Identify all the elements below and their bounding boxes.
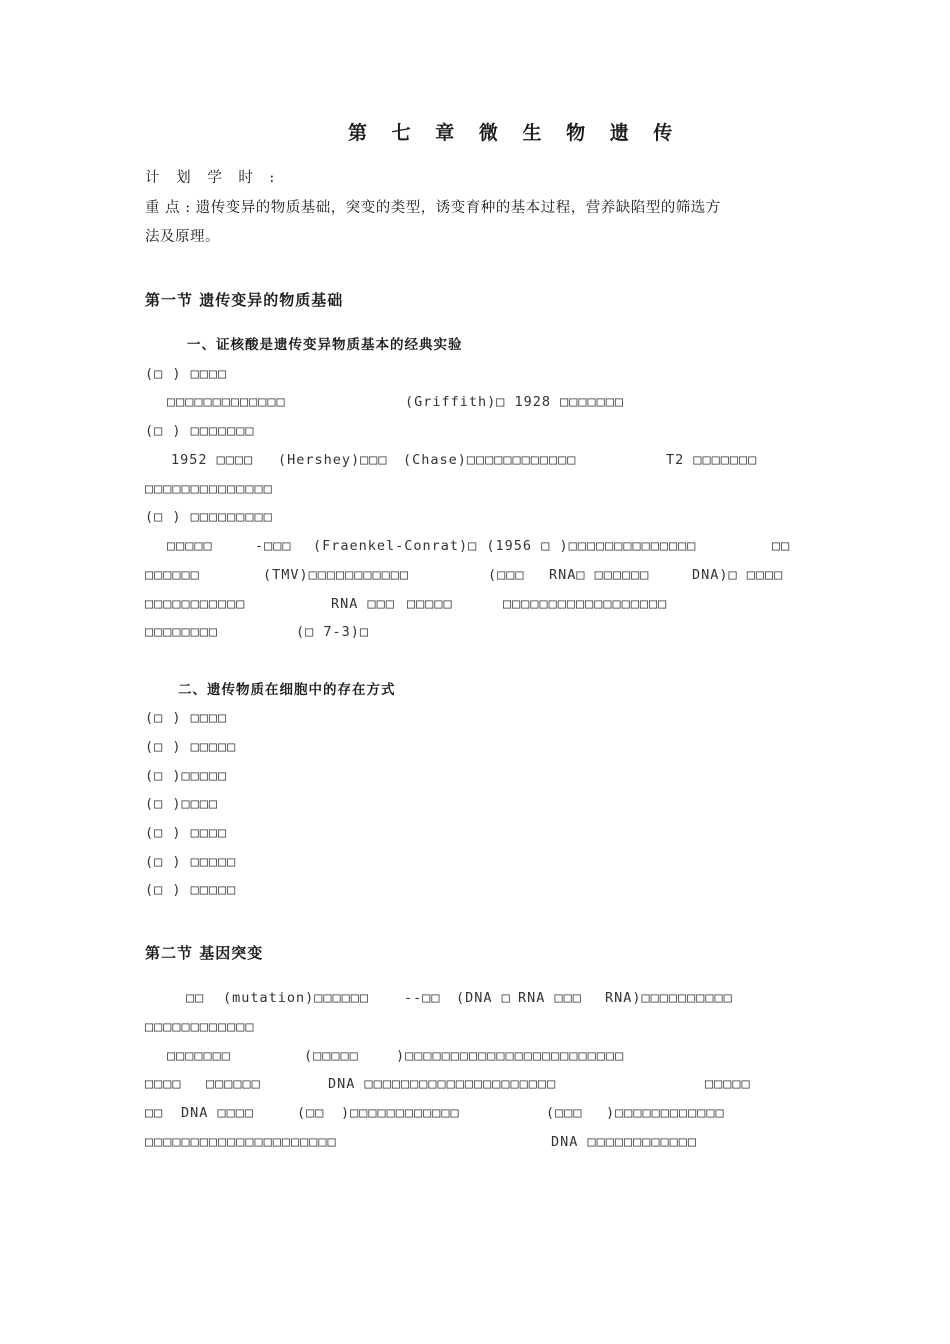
paragraph-line xyxy=(145,451,845,469)
paragraph-line xyxy=(145,989,845,1007)
text-run: □□ xyxy=(145,1105,164,1121)
text-run: (□□ xyxy=(297,1105,325,1121)
text-run: □□□□□□□ xyxy=(167,1048,231,1064)
text-run: -□□□ xyxy=(255,538,292,554)
text-run: T2 □□□□□□□ xyxy=(666,452,758,468)
section-1-heading: 第一节 遗传变异的物质基础 xyxy=(145,291,344,309)
list-item: (□ ) □□□□ xyxy=(145,825,228,841)
text-run: □□□□□□□□ xyxy=(145,624,219,640)
key-points-line-1: 重 点 : 遗传变异的物质基础，突变的类型，诱变育种的基本过程，营养缺陷型的筛选方 xyxy=(145,200,721,216)
list-item: (□ ) □□□□□ xyxy=(145,854,237,870)
text-run: (□□□ xyxy=(488,567,525,583)
text-run: □□□□□ xyxy=(167,538,213,554)
text-run: □□□□ xyxy=(145,1076,182,1092)
text-run: (□□□ xyxy=(546,1105,583,1121)
paragraph-line xyxy=(145,595,845,613)
text-run: DNA)□ □□□□ xyxy=(692,567,784,583)
paragraph-line xyxy=(145,393,845,411)
paragraph-line: □□□□□□□□□□□□□□ xyxy=(145,481,273,497)
paragraph-line xyxy=(145,1075,845,1093)
text-run: 1952 □□□□ xyxy=(171,452,254,468)
paragraph-line xyxy=(145,1104,845,1122)
key-points-line-2: 法及原理。 xyxy=(145,229,220,245)
text-run: □□□□□ xyxy=(705,1076,751,1092)
text-run: □□□□□□□□□□□□□□□□□□ xyxy=(503,596,668,612)
text-run: (Chase)□□□□□□□□□□□□ xyxy=(403,452,577,468)
section-2-heading: 第二节 基因突变 xyxy=(145,944,264,962)
text-run: DNA □□□□□□□□□□□□ xyxy=(551,1134,698,1150)
list-item: (□ )□□□□ xyxy=(145,796,219,812)
list-item: (□ ) □□□□ xyxy=(145,710,228,726)
text-run: □□□□□□□□□□□□□□□□□□□□□ xyxy=(145,1134,337,1150)
text-run: RNA□ □□□□□□ xyxy=(549,567,650,583)
paragraph-line xyxy=(145,1133,845,1151)
text-run: (mutation)□□□□□□ xyxy=(223,990,370,1006)
text-run: □□ xyxy=(186,990,205,1006)
list-item: (□ )□□□□□ xyxy=(145,768,228,784)
text-run: □□□□□□□□□□□ xyxy=(145,596,246,612)
text-run: --□□ xyxy=(404,990,441,1006)
chapter-title: 第 七 章 微 生 物 遗 传 xyxy=(348,122,682,144)
paragraph-line: □□□□□□□□□□□□ xyxy=(145,1019,255,1035)
paragraph-line xyxy=(145,623,845,641)
text-run: DNA □□□□□□□□□□□□□□□□□□□□□ xyxy=(328,1076,557,1092)
text-run: RNA)□□□□□□□□□□ xyxy=(605,990,733,1006)
plan-hours-label: 计 划 学 时 : xyxy=(145,170,281,186)
text-run: (DNA □ xyxy=(456,990,511,1006)
text-run: )□□□□□□□□□□□□ xyxy=(341,1105,460,1121)
text-run: (□□□□□ xyxy=(304,1048,359,1064)
text-run: RNA □□□ xyxy=(331,596,395,612)
list-item: (□ ) □□□□□ xyxy=(145,739,237,755)
text-run: □□□□□□□□□□□□□ xyxy=(167,394,286,410)
section-1-part-1-heading: 一、证核酸是遗传变异物质基本的经典实验 xyxy=(187,337,463,353)
list-item: (□ ) □□□□□□□□□ xyxy=(145,509,273,525)
text-run: )□□□□□□□□□□□□ xyxy=(606,1105,725,1121)
text-run: (Hershey)□□□ xyxy=(278,452,388,468)
paragraph-line xyxy=(145,566,845,584)
text-run: RNA □□□ xyxy=(518,990,582,1006)
list-item: (□ ) □□□□□ xyxy=(145,882,237,898)
text-run: (TMV)□□□□□□□□□□□ xyxy=(263,567,410,583)
list-item: (□ ) □□□□□□□ xyxy=(145,423,255,439)
list-item: (□ ) □□□□ xyxy=(145,366,228,382)
text-run: )□□□□□□□□□□□□□□□□□□□□□□□□ xyxy=(396,1048,625,1064)
section-1-part-2-heading: 二、遗传物质在细胞中的存在方式 xyxy=(178,682,396,698)
text-run: □□□□□□ xyxy=(145,567,200,583)
text-run: DNA □□□□ xyxy=(181,1105,255,1121)
text-run: (Fraenkel-Conrat)□ (1956 □ )□□□□□□□□□□□□□□ xyxy=(313,538,697,554)
text-run: (Griffith)□ 1928 □□□□□□□ xyxy=(405,394,625,410)
text-run: □□ xyxy=(772,538,791,554)
text-run: □□□□□□ xyxy=(206,1076,261,1092)
text-run: (□ 7-3)□ xyxy=(296,624,370,640)
paragraph-line xyxy=(145,1047,845,1065)
paragraph-line xyxy=(145,537,845,555)
text-run: □□□□□ xyxy=(407,596,453,612)
